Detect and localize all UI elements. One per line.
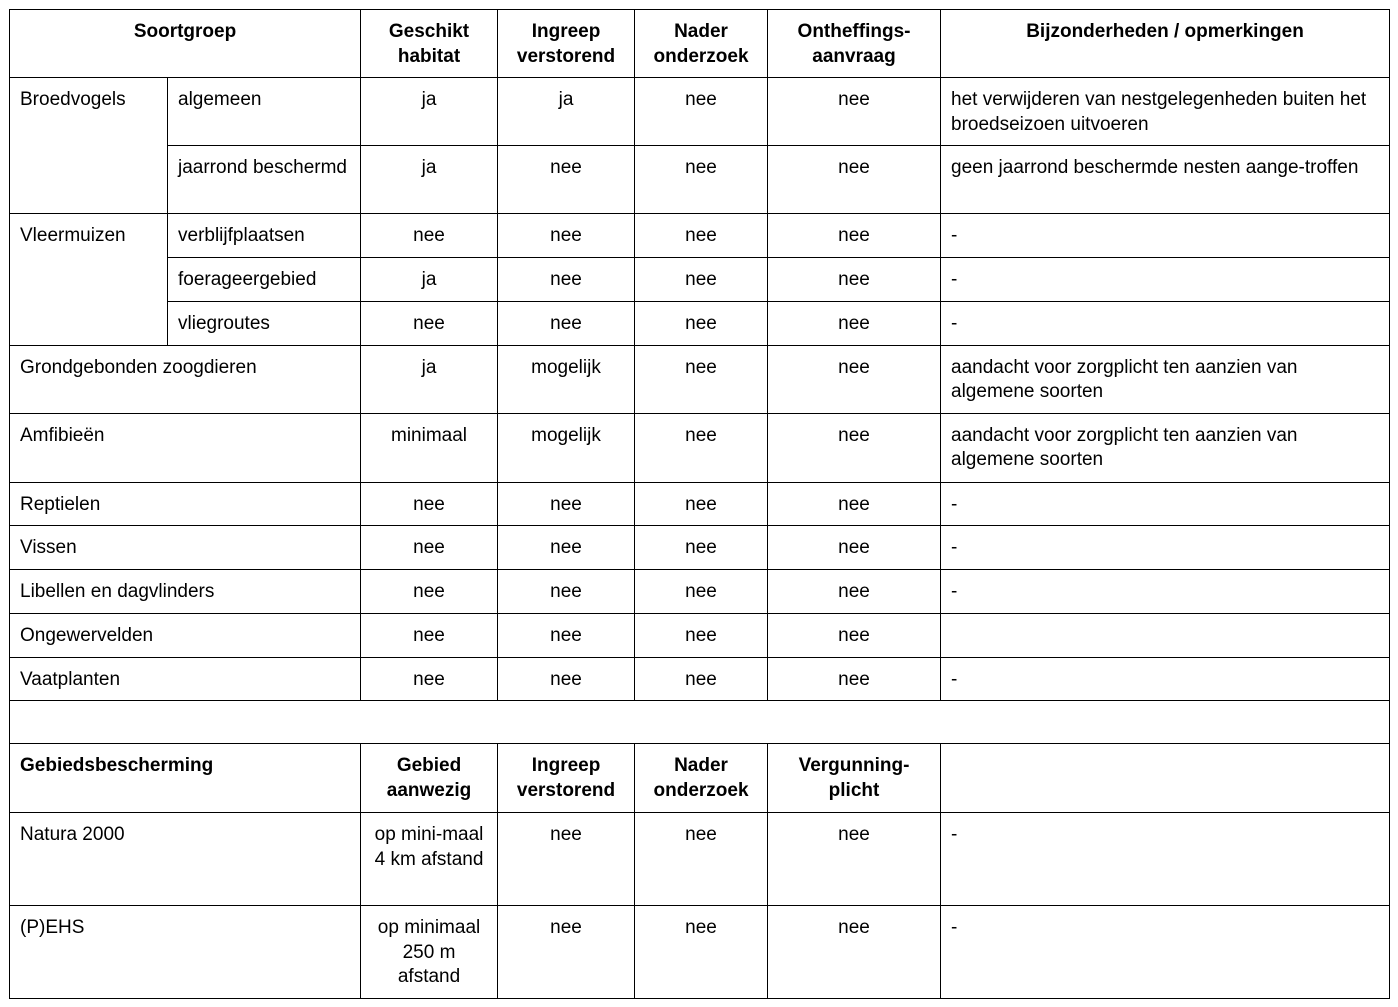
cell-present: op mini-maal 4 km afstand [361, 813, 498, 906]
cell-exemption: nee [768, 482, 941, 526]
cell-present: op minimaal 250 m afstand [361, 906, 498, 999]
cell-research: nee [635, 613, 768, 657]
header-ingreep-verstorend-2: Ingreep verstorend [498, 744, 635, 813]
cell-research: nee [635, 526, 768, 570]
cell-permit: nee [768, 906, 941, 999]
table-row [10, 258, 1390, 302]
table-row [10, 813, 1390, 906]
cell-habitat: ja [361, 345, 498, 413]
header-ontheffingsaanvraag: Ontheffings-aanvraag [768, 10, 941, 78]
header-gebiedsbescherming: Gebiedsbescherming [10, 744, 361, 813]
table-row [10, 78, 1390, 146]
table-row [10, 413, 1390, 482]
cell-intervention: nee [498, 906, 635, 999]
group-broedvogels: Broedvogels [10, 78, 168, 214]
cell-exemption: nee [768, 657, 941, 701]
group-pehs: (P)EHS [10, 906, 361, 999]
cell-research: nee [635, 482, 768, 526]
cell-remarks: - [941, 906, 1390, 999]
cell-remarks [941, 613, 1390, 657]
cell-habitat: nee [361, 570, 498, 614]
cell-research: nee [635, 570, 768, 614]
cell-research: nee [635, 146, 768, 214]
cell-intervention: nee [498, 146, 635, 214]
cell-research: nee [635, 78, 768, 146]
cell-intervention: ja [498, 78, 635, 146]
group-natura-2000: Natura 2000 [10, 813, 361, 906]
table-row [10, 613, 1390, 657]
header-ingreep-verstorend: Ingreep verstorend [498, 10, 635, 78]
cell-remarks: - [941, 301, 1390, 345]
table-row [10, 526, 1390, 570]
cell-remarks: aandacht voor zorgplicht ten aanzien van algemene soorten [941, 413, 1390, 482]
cell-habitat: ja [361, 146, 498, 214]
cell-intervention: nee [498, 214, 635, 258]
cell-exemption: nee [768, 146, 941, 214]
cell-remarks: - [941, 813, 1390, 906]
group-libellen-dagvlinders: Libellen en dagvlinders [10, 570, 361, 614]
species-header-row [10, 10, 1390, 78]
cell-habitat: nee [361, 613, 498, 657]
cell-intervention: nee [498, 613, 635, 657]
cell-intervention: mogelijk [498, 345, 635, 413]
cell-exemption: nee [768, 214, 941, 258]
cell-research: nee [635, 345, 768, 413]
cell-intervention: nee [498, 258, 635, 302]
cell-intervention: nee [498, 482, 635, 526]
cell-intervention: nee [498, 526, 635, 570]
spacer-cell [10, 701, 1390, 744]
cell-habitat: nee [361, 301, 498, 345]
cell-research: nee [635, 258, 768, 302]
cell-exemption: nee [768, 413, 941, 482]
cell-remarks: het verwijderen van nestgelegenheden buiten het broedseizoen uitvoeren [941, 78, 1390, 146]
cell-permit: nee [768, 813, 941, 906]
sub-algemeen: algemeen [168, 78, 361, 146]
cell-research: nee [635, 301, 768, 345]
cell-remarks: - [941, 482, 1390, 526]
group-ongewervelden: Ongewervelden [10, 613, 361, 657]
cell-habitat: nee [361, 657, 498, 701]
table-row [10, 301, 1390, 345]
sub-foerageergebied: foerageergebied [168, 258, 361, 302]
header-vergunningplicht: Vergunning-plicht [768, 744, 941, 813]
sub-jaarrond-beschermd: jaarrond beschermd [168, 146, 361, 214]
cell-research: nee [635, 657, 768, 701]
cell-exemption: nee [768, 258, 941, 302]
cell-exemption: nee [768, 78, 941, 146]
cell-habitat: minimaal [361, 413, 498, 482]
cell-research: nee [635, 413, 768, 482]
header-soortgroep: Soortgroep [10, 10, 361, 78]
table-row [10, 146, 1390, 214]
table-row [10, 906, 1390, 999]
cell-remarks: - [941, 526, 1390, 570]
cell-exemption: nee [768, 526, 941, 570]
cell-habitat: nee [361, 482, 498, 526]
spacer-row [10, 701, 1390, 744]
cell-remarks: - [941, 657, 1390, 701]
header-remarks-empty [941, 744, 1390, 813]
cell-habitat: ja [361, 78, 498, 146]
cell-exemption: nee [768, 345, 941, 413]
header-nader-onderzoek: Nader onderzoek [635, 10, 768, 78]
group-reptielen: Reptielen [10, 482, 361, 526]
table-row [10, 570, 1390, 614]
cell-exemption: nee [768, 301, 941, 345]
group-vleermuizen: Vleermuizen [10, 214, 168, 346]
cell-research: nee [635, 813, 768, 906]
cell-exemption: nee [768, 613, 941, 657]
cell-exemption: nee [768, 570, 941, 614]
header-gebied-aanwezig: Gebied aanwezig [361, 744, 498, 813]
sub-vliegroutes: vliegroutes [168, 301, 361, 345]
species-assessment-table [9, 9, 1390, 999]
cell-intervention: nee [498, 570, 635, 614]
table-row [10, 657, 1390, 701]
area-header-row [10, 744, 1390, 813]
group-grondgebonden-zoogdieren: Grondgebonden zoogdieren [10, 345, 361, 413]
table-row [10, 345, 1390, 413]
group-vaatplanten: Vaatplanten [10, 657, 361, 701]
cell-intervention: nee [498, 813, 635, 906]
cell-remarks: geen jaarrond beschermde nesten aange-troffen [941, 146, 1390, 214]
cell-intervention: nee [498, 301, 635, 345]
group-amfibieen: Amfibieën [10, 413, 361, 482]
cell-remarks: - [941, 214, 1390, 258]
cell-intervention: nee [498, 657, 635, 701]
cell-intervention: mogelijk [498, 413, 635, 482]
group-vissen: Vissen [10, 526, 361, 570]
table-row [10, 214, 1390, 258]
cell-habitat: ja [361, 258, 498, 302]
cell-research: nee [635, 214, 768, 258]
cell-habitat: nee [361, 214, 498, 258]
table-row [10, 482, 1390, 526]
cell-remarks: - [941, 258, 1390, 302]
cell-remarks: aandacht voor zorgplicht ten aanzien van algemene soorten [941, 345, 1390, 413]
cell-remarks: - [941, 570, 1390, 614]
cell-habitat: nee [361, 526, 498, 570]
header-bijzonderheden: Bijzonderheden / opmerkingen [941, 10, 1390, 78]
sub-verblijfplaatsen: verblijfplaatsen [168, 214, 361, 258]
header-nader-onderzoek-2: Nader onderzoek [635, 744, 768, 813]
cell-research: nee [635, 906, 768, 999]
header-geschikt-habitat: Geschikt habitat [361, 10, 498, 78]
